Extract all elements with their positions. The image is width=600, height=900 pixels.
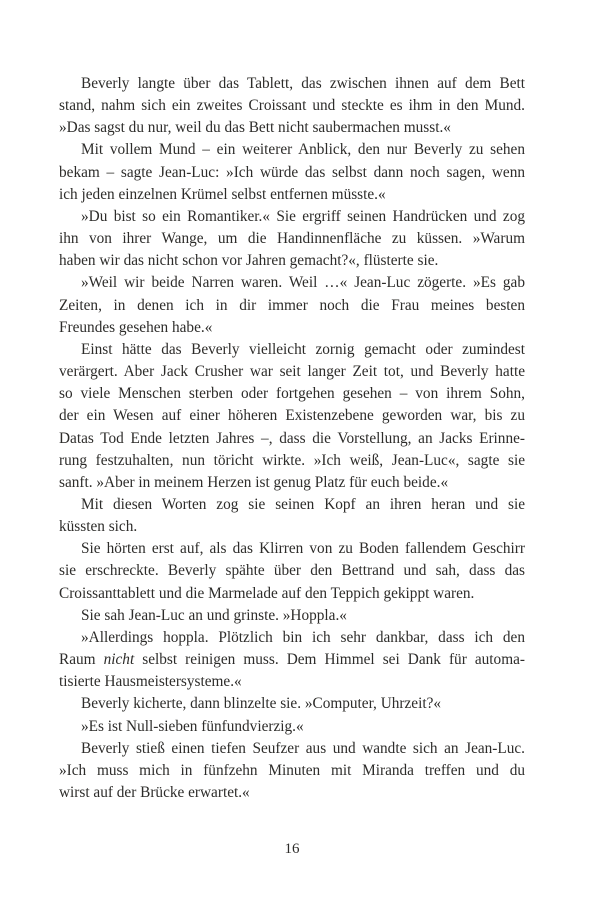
text-line: haben wir das nicht schon vor Jahren gemacht?«, flüsterte sie. bbox=[59, 252, 439, 270]
text-line: Beverly langte über das Tablett, das zwischen ihnen auf dem Bett bbox=[81, 75, 525, 92]
page-text bbox=[59, 73, 525, 804]
text-line: »Es ist Null-sieben fünfundvierzig.« bbox=[81, 717, 304, 735]
paragraph bbox=[59, 738, 525, 804]
text-line: Zeiten, in denen ich in dir immer noch die Frau meines besten bbox=[59, 296, 525, 314]
text-line: Beverly stieß einen tiefen Seufzer aus und wandte sich an Jean-Luc. bbox=[81, 739, 525, 757]
paragraph bbox=[59, 538, 525, 604]
text-line: Freundes gesehen habe.« bbox=[59, 318, 213, 336]
paragraph bbox=[59, 339, 525, 494]
paragraph bbox=[59, 693, 525, 715]
text-line: ihn von ihrer Wange, um die Handinnenfläche zu küssen. »Warum bbox=[59, 230, 525, 248]
text-line: Croissanttablett und die Marmelade auf den Teppich gekippt waren. bbox=[59, 584, 475, 602]
text-line: so viele Menschen sterben oder fortgehen gesehen – von ihrem Sohn, bbox=[59, 385, 525, 403]
text-line: Datas Tod Ende letzten Jahres –, dass die Vorstellung, an Jacks Erinne- bbox=[59, 429, 525, 447]
text-line: Beverly kicherte, dann blinzelte sie. »Computer, Uhrzeit?« bbox=[81, 695, 442, 713]
text-line: Sie hörten erst auf, als das Klirren von zu Boden fallendem Geschirr bbox=[81, 540, 525, 558]
text-line: sanft. »Aber in meinem Herzen ist genug Platz für euch beide.« bbox=[59, 473, 449, 491]
paragraph bbox=[59, 716, 525, 738]
paragraph bbox=[59, 206, 525, 272]
paragraph bbox=[59, 605, 525, 627]
paragraph bbox=[59, 73, 525, 139]
text-line: Mit vollem Mund – ein weiterer Anblick, den nur Beverly zu sehen bbox=[81, 141, 525, 159]
text-line: Einst hätte das Beverly vielleicht zornig gemacht oder zumindest bbox=[81, 340, 525, 358]
text-line: »Du bist so ein Romantiker.« Sie ergriff seinen Handrücken und zog bbox=[81, 207, 525, 225]
text-line: rung festzuhalten, nun töricht wirkte. »Ich weiß, Jean-Luc«, sagte sie bbox=[59, 451, 525, 469]
text-line: verärgert. Aber Jack Crusher war seit langer Zeit tot, und Beverly hatte bbox=[59, 363, 525, 381]
text-line: ich jeden einzelnen Krümel selbst entfernen müsste.« bbox=[59, 185, 386, 203]
text-line: wirst auf der Brücke erwartet.« bbox=[59, 784, 250, 801]
text-line: stand, nahm sich ein zweites Croissant und steckte es ihm in den Mund. bbox=[59, 97, 525, 115]
text-line: der ein Wesen auf einer höheren Existenzebene geworden war, bis zu bbox=[59, 407, 525, 425]
text-line: sie erschreckte. Beverly spähte über den Bettrand und sah, dass das bbox=[59, 562, 525, 580]
text-line: »Das sagst du nur, weil du das Bett nicht saubermachen musst.« bbox=[59, 119, 451, 137]
paragraph bbox=[59, 139, 525, 205]
text-line: bekam – sagte Jean-Luc: »Ich würde das selbst dann noch sagen, wenn bbox=[59, 163, 525, 181]
text-line: »Weil wir beide Narren waren. Weil …« Jean-Luc zögerte. »Es gab bbox=[81, 274, 525, 292]
paragraph bbox=[59, 272, 525, 338]
paragraph bbox=[59, 494, 525, 538]
text-line: Mit diesen Worten zog sie seinen Kopf an ihren heran und sie bbox=[81, 495, 525, 513]
text-line: »Allerdings hoppla. Plötzlich bin ich sehr dankbar, dass ich den bbox=[81, 628, 525, 646]
paragraph bbox=[59, 627, 525, 693]
page-number: 16 bbox=[284, 841, 300, 857]
text-line: tisierte Hausmeistersysteme.« bbox=[59, 673, 242, 691]
text-line: küssten sich. bbox=[59, 518, 138, 536]
text-line: »Ich muss mich in fünfzehn Minuten mit Miranda treffen und du bbox=[59, 761, 525, 779]
text-line: Sie sah Jean-Luc an und grinste. »Hoppla.« bbox=[81, 606, 347, 624]
text-line: Raum nicht selbst reinigen muss. Dem Himmel sei Dank für automa- bbox=[59, 651, 525, 669]
